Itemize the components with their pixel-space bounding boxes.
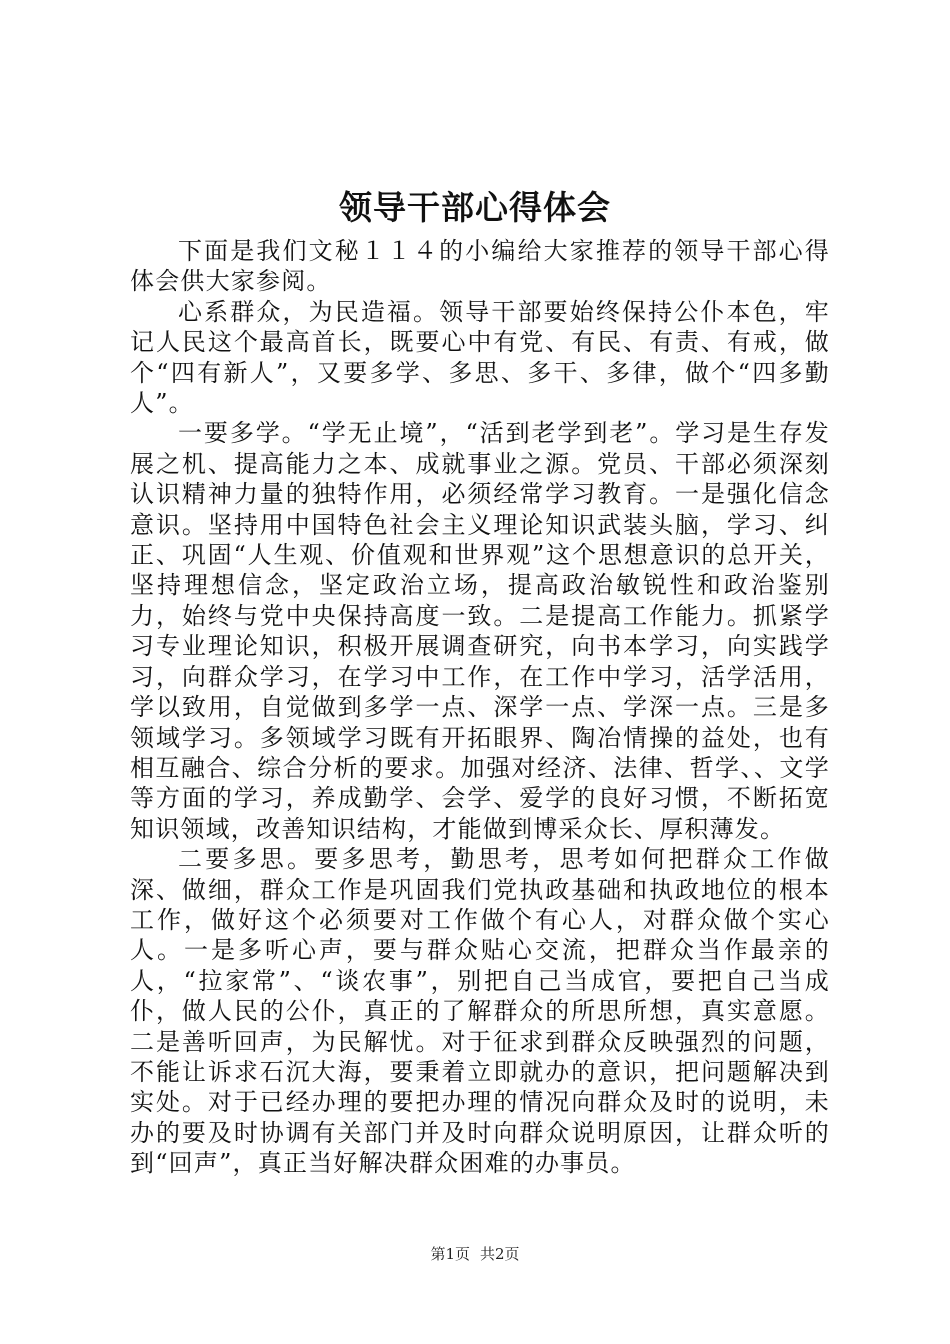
paragraph-study: 一要多学。“学无止境”，“活到老学到老”。学习是生存发展之机、提高能力之本、成就事业之源。党员、干部必须深刻认识精神力量的独特作用，必须经常学习教育。一是强化信念意识。坚持用中国特色社会主义理论知识武装头脑，学习、纠正、巩固“人生观、价值观和世界观”这个思想意识的总开关，坚持理想信念，坚定政治立场，提高政治敏锐性和政治鉴别力，始终与党中央保持高度一致。二是提高工作能力。抓紧学习专业理论知识，积极开展调查研究，向书本学习，向实践学习，向群众学习，在学习中工作，在工作中学习，活学活用，学以致用，自觉做到多学一点、深学一点、学深一点。三是多领域学习。多领域学习既有开拓眼界、陶冶情操的益处，也有相互融合、综合分析的要求。加强对经济、法律、哲学、、文学等方面的学习，养成勤学、会学、爱学的良好习惯，不断拓宽知识领域，改善知识结构，才能做到博采众长、厚积薄发。 [130, 419, 830, 843]
paragraph-overview: 心系群众，为民造福。领导干部要始终保持公仆本色，牢记人民这个最高首长，既要心中有党、有民、有责、有戒，做个“四有新人”，又要多学、多思、多干、多律，做个“四多勤人”。 [130, 297, 830, 418]
page-total: 共2页 [480, 1245, 520, 1263]
document-title: 领导干部心得体会 [339, 188, 611, 227]
paragraph-intro: 下面是我们文秘１１４的小编给大家推荐的领导干部心得体会供大家参阅。 [130, 237, 830, 296]
page-footer [0, 1244, 950, 1264]
paragraph-think: 二要多思。要多思考，勤思考，思考如何把群众工作做深、做细，群众工作是巩固我们党执政基础和执政地位的根本工作，做好这个必须要对工作做个有心人，对群众做个实心人。一是多听心声，要与群众贴心交流，把群众当作最亲的人，“拉家常”、“谈农事”，别把自己当成官，要把自己当成仆，做人民的公仆，真正的了解群众的所思所想，真实意愿。二是善听回声，为民解忧。对于征求到群众反映强烈的问题，不能让诉求石沉大海，要秉着立即就办的意识，把问题解决到实处。对于已经办理的要把办理的情况向群众及时的说明，未办的要及时协调有关部门并及时向群众说明原因，让群众听的到“回声”，真正当好解决群众困难的办事员。 [130, 845, 830, 1178]
page-number: 第1页 [430, 1245, 470, 1263]
document-body [130, 236, 830, 1179]
